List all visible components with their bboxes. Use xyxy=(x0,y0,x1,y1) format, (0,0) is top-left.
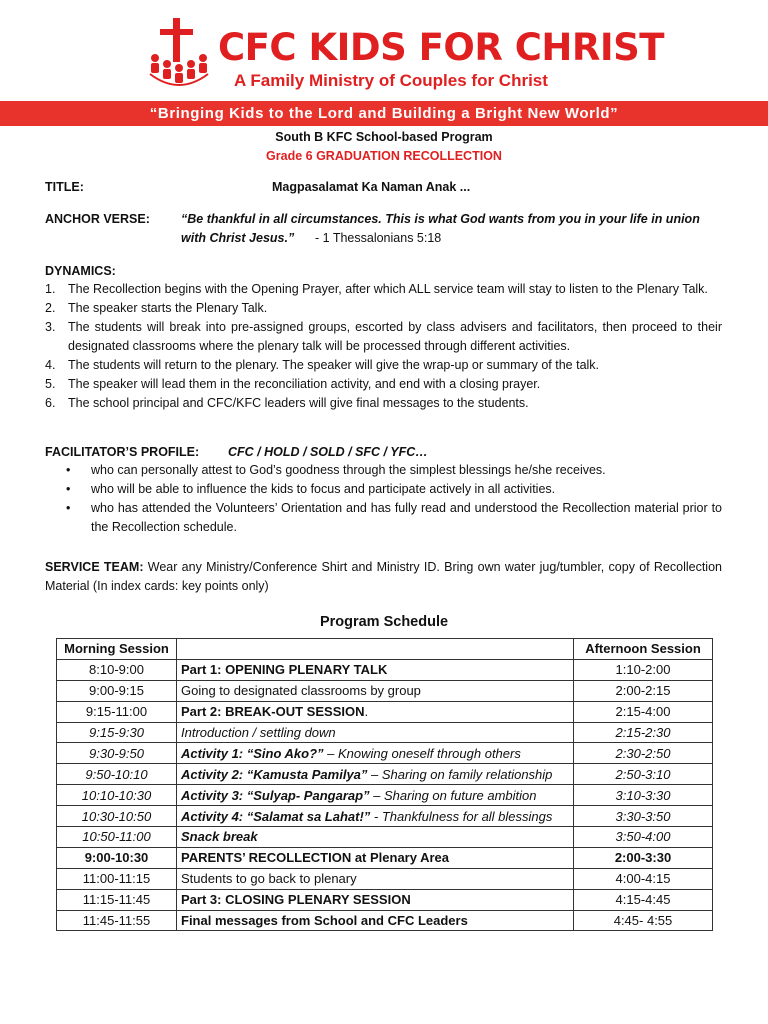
table-row xyxy=(57,868,713,889)
afternoon-time: 2:50-3:10 xyxy=(574,764,713,785)
dynamics-item: 3. The students will break into pre-assigned groups, escorted by class advisers and facilitators, then proceed to their designated classrooms where the plenary talk will be processed through different activities. xyxy=(45,320,722,353)
activity-cell: Going to designated classrooms by group xyxy=(177,680,574,701)
afternoon-time: 2:15-2:30 xyxy=(574,722,713,743)
afternoon-time: 2:15-4:00 xyxy=(574,701,713,722)
morning-time: 9:00-10:30 xyxy=(57,847,177,868)
profile-item: • who can personally attest to God’s goodness through the simplest blessings he/she receives. xyxy=(66,463,606,477)
dynamics-label: DYNAMICS: xyxy=(45,264,116,278)
dynamics-item: 1. The Recollection begins with the Opening Prayer, after which ALL service team will stay to listen to the Plenary Talk. xyxy=(45,282,708,296)
anchor-verse-reference: - 1 Thessalonians 5:18 xyxy=(315,231,442,245)
afternoon-time: 3:10-3:30 xyxy=(574,785,713,806)
anchor-verse-quote-line1: “Be thankful in all circumstances. This is what God wants from you in your life in union xyxy=(181,212,700,226)
morning-time: 10:10-10:30 xyxy=(57,785,177,806)
profile-item: • who will be able to influence the kids to focus and participate actively in all activities. xyxy=(66,482,556,496)
activity-cell: Part 1: OPENING PLENARY TALK xyxy=(177,659,574,680)
dynamics-item: 4. The students will return to the plenary. The speaker will give the wrap-up or summary of the talk. xyxy=(45,358,600,372)
morning-time: 9:30-9:50 xyxy=(57,743,177,764)
afternoon-time: 4:45- 4:55 xyxy=(574,910,713,931)
brand-title: CFC KIDS FOR CHRIST xyxy=(218,26,665,69)
tagline-banner: “Bringing Kids to the Lord and Building a Bright New World” xyxy=(0,101,768,126)
morning-time: 8:10-9:00 xyxy=(57,659,177,680)
table-row xyxy=(57,827,713,848)
profile-item: • who has attended the Volunteers’ Orientation and has fully read and understood the Recollection material prior to the Recollection schedule. xyxy=(66,501,722,534)
afternoon-time: 2:30-2:50 xyxy=(574,743,713,764)
morning-time: 10:30-10:50 xyxy=(57,806,177,827)
service-team-text: Wear any Ministry/Conference Shirt and Ministry ID. Bring own water jug/tumbler, copy of Recollection Material (In index cards: key points only) xyxy=(45,560,722,593)
anchor-verse-quote-line2: with Christ Jesus.” xyxy=(181,231,295,245)
table-header-row xyxy=(57,639,713,660)
activity-cell: Part 2: BREAK-OUT SESSION. xyxy=(177,701,574,722)
morning-time: 9:00-9:15 xyxy=(57,680,177,701)
table-row xyxy=(57,785,713,806)
table-row xyxy=(57,910,713,931)
afternoon-time: 3:50-4:00 xyxy=(574,827,713,848)
table-row xyxy=(57,847,713,868)
afternoon-time: 1:10-2:00 xyxy=(574,659,713,680)
morning-time: 11:00-11:15 xyxy=(57,868,177,889)
facilitator-profile-value: CFC / HOLD / SOLD / SFC / YFC… xyxy=(228,445,428,459)
morning-time: 9:50-10:10 xyxy=(57,764,177,785)
cross-with-children-logo-icon xyxy=(146,14,212,92)
table-row xyxy=(57,806,713,827)
table-row xyxy=(57,764,713,785)
activity-cell: Activity 1: “Sino Ako?” – Knowing oneself through others xyxy=(177,743,574,764)
table-row xyxy=(57,659,713,680)
morning-time: 11:15-11:45 xyxy=(57,889,177,910)
title-value: Magpasalamat Ka Naman Anak ... xyxy=(272,180,471,194)
table-row xyxy=(57,889,713,910)
afternoon-time: 2:00-3:30 xyxy=(574,847,713,868)
activity-cell: Students to go back to plenary xyxy=(177,868,574,889)
afternoon-time: 4:15-4:45 xyxy=(574,889,713,910)
table-row xyxy=(57,680,713,701)
facilitator-profile-list xyxy=(45,461,722,537)
afternoon-time: 4:00-4:15 xyxy=(574,868,713,889)
dynamics-item: 2. The speaker starts the Plenary Talk. xyxy=(45,301,268,315)
program-heading: South B KFC School-based Program xyxy=(275,130,493,144)
activity-cell: PARENTS’ RECOLLECTION at Plenary Area xyxy=(177,847,574,868)
letterhead xyxy=(0,0,768,130)
dynamics-item: 6. The school principal and CFC/KFC leaders will give final messages to the students. xyxy=(45,396,529,410)
program-schedule-table xyxy=(56,638,713,931)
activity-cell: Introduction / settling down xyxy=(177,722,574,743)
activity-cell: Snack break xyxy=(177,827,574,848)
table-row xyxy=(57,743,713,764)
table-row xyxy=(57,701,713,722)
morning-time: 9:15-9:30 xyxy=(57,722,177,743)
morning-time: 9:15-11:00 xyxy=(57,701,177,722)
morning-time: 10:50-11:00 xyxy=(57,827,177,848)
afternoon-time: 3:30-3:50 xyxy=(574,806,713,827)
activity-cell: Activity 2: “Kamusta Pamilya” – Sharing on family relationship xyxy=(177,764,574,785)
morning-time: 11:45-11:55 xyxy=(57,910,177,931)
afternoon-session-header: Afternoon Session xyxy=(574,639,713,660)
table-row xyxy=(57,722,713,743)
dynamics-list xyxy=(45,280,722,413)
service-team-label: SERVICE TEAM: xyxy=(45,560,144,574)
activity-cell: Part 3: CLOSING PLENARY SESSION xyxy=(177,889,574,910)
activity-cell: Activity 3: “Sulyap- Pangarap” – Sharing on future ambition xyxy=(177,785,574,806)
facilitator-profile-label: FACILITATOR’S PROFILE: xyxy=(45,445,200,459)
morning-session-header: Morning Session xyxy=(57,639,177,660)
anchor-verse-label: ANCHOR VERSE: xyxy=(45,212,150,226)
service-team-paragraph xyxy=(45,558,722,595)
schedule-title: Program Schedule xyxy=(319,614,449,630)
brand-subtitle: A Family Ministry of Couples for Christ xyxy=(234,71,548,90)
activity-cell: Activity 4: “Salamat sa Lahat!” - Thankfulness for all blessings xyxy=(177,806,574,827)
dynamics-item: 5. The speaker will lead them in the reconciliation activity, and end with a closing prayer. xyxy=(45,377,541,391)
event-heading: Grade 6 GRADUATION RECOLLECTION xyxy=(266,149,502,163)
activity-cell: Final messages from School and CFC Leaders xyxy=(177,910,574,931)
title-label: TITLE: xyxy=(45,180,84,194)
afternoon-time: 2:00-2:15 xyxy=(574,680,713,701)
activity-header xyxy=(177,639,574,660)
